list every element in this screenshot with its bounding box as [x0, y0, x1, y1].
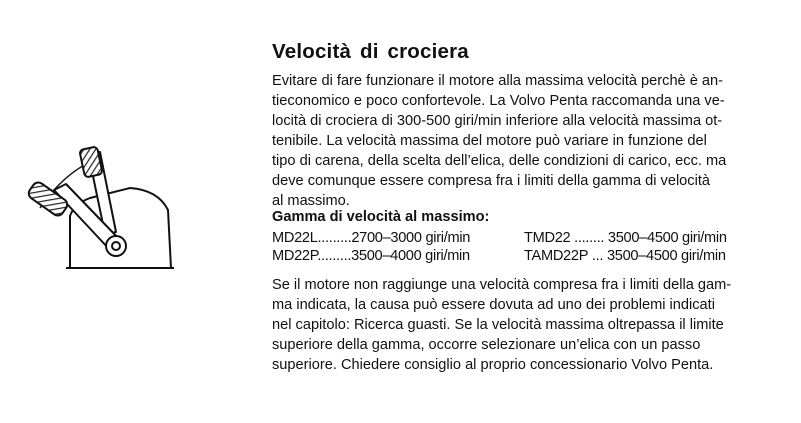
section-title: Velocità di crociera [272, 40, 469, 63]
throttle-lever-illustration [18, 138, 188, 278]
rpm-range: 3500–4500 giri/min [607, 230, 727, 246]
rpm-range-row [524, 247, 726, 265]
rpm-range: 3500–4000 giri/min [351, 248, 470, 264]
rpm-range-row [272, 229, 470, 247]
rpm-range-heading: Gamma di velocità al massimo: [272, 209, 490, 225]
intro-line: locità di crociera di 300-500 giri/min inferiore alla velocità massima ot- [272, 113, 723, 129]
intro-line: tenibile. La velocità massima del motore può variare in funzione del [272, 133, 707, 149]
intro-line: Evitare di fare funzionare il motore alla massima velocità perchè è an- [272, 73, 723, 89]
leader-dots: ........ [574, 230, 605, 246]
outro-line: superiore della gamma, occorre selezionare un’elica con un passo [272, 337, 701, 353]
rpm-range-row [524, 229, 727, 247]
engine-model: TMD22 [524, 230, 571, 246]
rpm-range-row [272, 247, 470, 265]
intro-line: al massimo. [272, 193, 350, 209]
outro-line: nel capitolo: Ricerca guasti. Se la velocità massima oltrepassa il limite [272, 317, 724, 333]
engine-model: MD22L [272, 230, 318, 246]
leader-dots: ... [591, 248, 604, 264]
rpm-range: 2700–3000 giri/min [351, 230, 471, 246]
intro-line: tipo di carena, della scelta dell’elica, delle condizioni di carico, ecc. ma [272, 153, 727, 169]
outro-paragraph [272, 275, 762, 375]
outro-line: Se il motore non raggiunge una velocità compresa fra i limiti della gam- [272, 277, 732, 293]
engine-model: TAMD22P [524, 248, 589, 264]
intro-line: deve comunque essere compresa fra i limiti della gamma di velocità [272, 173, 711, 189]
outro-line: superiore. Chiedere consiglio al proprio concessionario Volvo Penta. [272, 357, 714, 373]
intro-line: tieconomico e poco confortevole. La Volvo Penta raccomanda una ve- [272, 93, 725, 109]
leader-dots: ......... [317, 230, 352, 246]
engine-model: MD22P [272, 248, 318, 264]
leader-dots: ......... [317, 248, 352, 264]
intro-paragraph [272, 71, 762, 211]
outro-line: ma indicata, la causa può essere dovuta ad uno dei problemi indicati [272, 297, 715, 313]
rpm-range: 3500–4500 giri/min [606, 248, 726, 264]
